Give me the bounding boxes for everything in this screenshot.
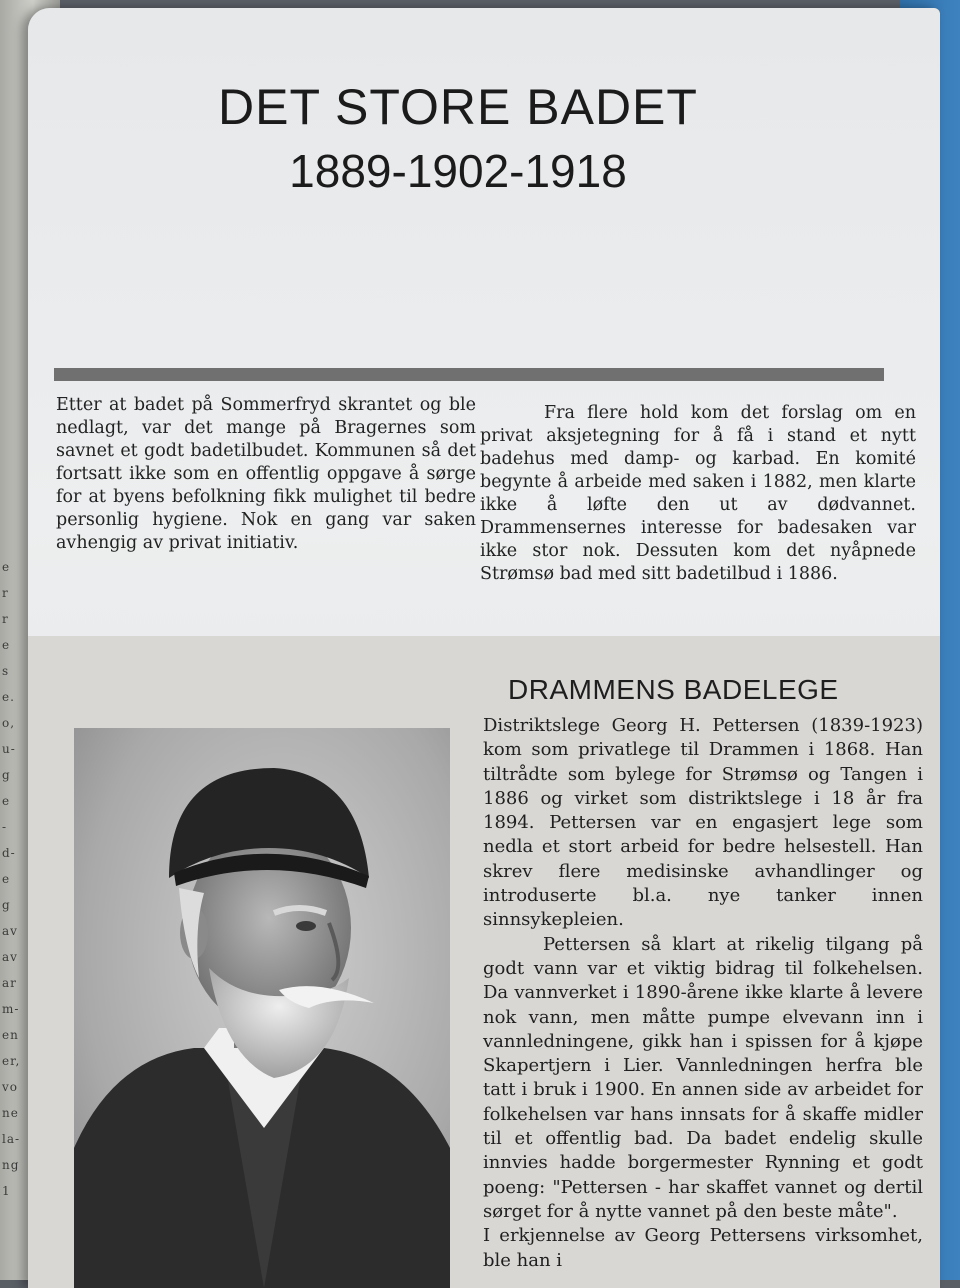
facing-page-text-fragment: ne (2, 1106, 19, 1120)
facing-page-text-fragment: d- (2, 846, 16, 860)
facing-page-text-fragment: g (2, 768, 11, 782)
facing-page-text-fragment: s (2, 664, 10, 678)
facing-page-text-fragment: m- (2, 1002, 20, 1016)
facing-page-text-fragment: er, (2, 1054, 21, 1068)
book-page (28, 8, 940, 1288)
facing-page-text-fragment: e (2, 638, 11, 652)
facing-page-text-fragment: 1 (2, 1184, 11, 1198)
facing-page-text-fragment: e. (2, 690, 15, 704)
facing-page-text-fragment: u- (2, 742, 16, 756)
intro-paragraph-right: Fra flere hold kom det forslag om en privat aksjetegning for å få i stand et nytt badehus med damp- og karbad. En komité begynte å arbeide med saken i 1882, men klarte ikke å løfte den ut av dødvannet. Drammensernes interesse for badesaken var ikke stor nok. Dessuten kom det nyåpnede Strømsø bad med sitt badetilbud i 1886. (480, 403, 916, 584)
facing-page-text-fragment: e (2, 872, 11, 886)
portrait-illustration (74, 728, 450, 1288)
facing-page-text-fragment: av (2, 924, 18, 938)
facing-page-text-fragment: g (2, 898, 11, 912)
article-paragraph-2: Pettersen så klart at rikelig tilgang på godt vann var et viktig bidrag til folkehelsen. Da vannverket i 1890-årene ikke klarte å levere nok vann, men måtte pumpe elvevann inn i vannledningene, gikk han i spissen for å kjøpe Skapertjern i Lier. Vannledningen herfra ble tatt i bruk i 1900. En annen side av arbeidet for folkehelsen var hans innsats for å skaffe midler til et offentlig bad. Da badet endelig skulle innvies hadde borgermester Rynning et godt poeng: "Pettersen - har skaffet vannet og dertil sørget for å nytte vannet på den beste måte". (483, 933, 923, 1222)
facing-page-text-fragment: o, (2, 716, 16, 730)
facing-page-text-fragment: la- (2, 1132, 21, 1146)
intro-paragraph-left: Etter at badet på Sommerfryd skrantet og ble nedlagt, var det mange på Bragernes som savnet et godt badetilbudet. Kommunen så det fortsatt ikke som en offentlig oppgave å sørge for at byens befolkning fikk mulighet til bedre personlig hygiene. Nok en gang var saken avhengig av privat initiativ. (56, 395, 476, 553)
facing-page-text-fragment: r (2, 612, 9, 626)
article-paragraph-3: I erkjennelse av Georg Pettersens virksomhet, ble han i (483, 1225, 923, 1271)
facing-page-text-fragment: ar (2, 976, 17, 990)
intro-column-right (480, 402, 916, 586)
section-article (483, 714, 923, 1273)
facing-page-text-fragment: e (2, 794, 11, 808)
facing-page-text-fragment: - (2, 820, 8, 834)
page-title-years: 1889-1902-1918 (289, 145, 627, 197)
article-paragraph-1: Distriktslege Georg H. Pettersen (1839-1923) kom som privatlege til Drammen i 1868. Han tiltrådte som bylege for Strømsø og Tangen i 1886 og virket som distriktslege i 18 år fra 1894. Pettersen var en engasjert lege som nedla et stort arbeid for bedre helsestell. Han skrev flere medisinske avhandlinger og introduserte bl.a. nye tanker innen sinnsykepleien. (483, 715, 923, 931)
page-title: DET STORE BADET (218, 79, 698, 135)
facing-page-text-fragment: e (2, 560, 11, 574)
intro-column-left (56, 394, 476, 555)
facing-page-text-fragment: r (2, 586, 9, 600)
facing-page-text-fragment: ng (2, 1158, 20, 1172)
section-divider (54, 368, 884, 381)
facing-page-text-fragment: av (2, 950, 18, 964)
facing-page-text-fragment: en (2, 1028, 19, 1042)
section-title: DRAMMENS BADELEGE (508, 674, 839, 705)
facing-page-text-fragment: vo (2, 1080, 19, 1094)
portrait-photo (74, 728, 450, 1288)
